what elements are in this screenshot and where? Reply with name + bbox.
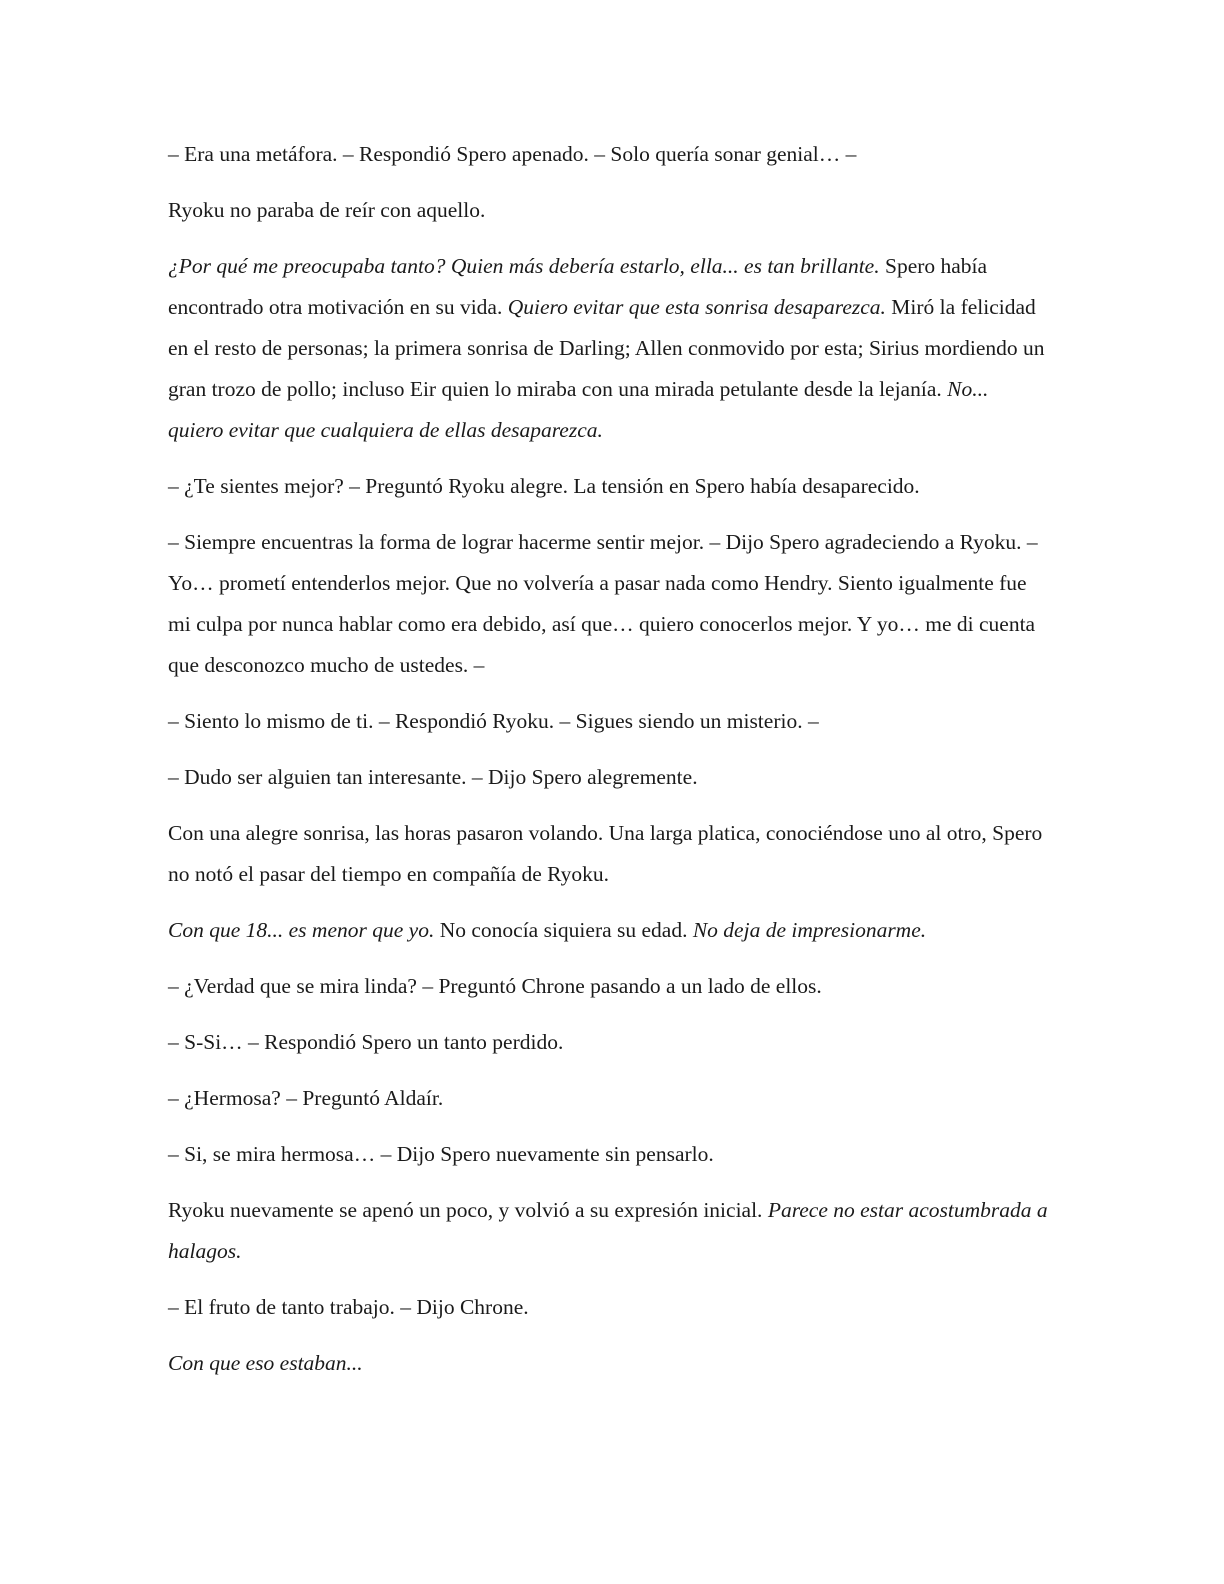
paragraph [168,1134,1048,1175]
text-run: – Dudo ser alguien tan interesante. – Dijo Spero alegremente. [168,765,698,789]
text-run: – Si, se mira hermosa… – Dijo Spero nuevamente sin pensarlo. [168,1142,714,1166]
text-run: Miró la felicidad en el resto de personas; la primera sonrisa de Darling; Allen conmovido por esta; Sirius mordiendo un gran trozo de pollo; incluso Eir quien lo miraba con una mirada petulante desde la lejanía. [168,295,1045,401]
paragraph [168,701,1048,742]
text-run: Spero había encontrado otra motivación en su vida. [168,254,988,319]
paragraph [168,1287,1048,1328]
paragraph [168,757,1048,798]
italic-text: Con que eso estaban... [168,1351,363,1375]
text-run: – ¿Te sientes mejor? – Preguntó Ryoku alegre. La tensión en Spero había desaparecido. [168,474,920,498]
italic-text: ¿Por qué me preocupaba tanto? Quien más debería estarlo, ella... es tan brillante. [168,254,880,278]
paragraph [168,1078,1048,1119]
paragraph [168,1343,1048,1384]
text-run: Ryoku no paraba de reír con aquello. [168,198,486,222]
italic-text: Quiero evitar que esta sonrisa desaparezca. [507,295,886,319]
text-run: Ryoku nuevamente se apenó un poco, y volvió a su expresión inicial. [168,1198,768,1222]
paragraph [168,190,1048,231]
paragraph [168,1022,1048,1063]
text-run: – El fruto de tanto trabajo. – Dijo Chrone. [168,1295,529,1319]
italic-text: No deja de impresionarme. [692,918,927,942]
document-page [168,134,1048,1399]
italic-text: No... quiero evitar que cualquiera de ellas desaparezca. [168,377,989,442]
text-run: – ¿Hermosa? – Preguntó Aldaír. [168,1086,444,1110]
paragraph [168,813,1048,895]
paragraph [168,1190,1048,1272]
paragraph [168,966,1048,1007]
italic-text: Parece no estar acostumbrada a halagos. [168,1198,1048,1263]
text-run: – Siento lo mismo de ti. – Respondió Ryoku. – Sigues siendo un misterio. – [168,709,819,733]
text-run: – Siempre encuentras la forma de lograr hacerme sentir mejor. – Dijo Spero agradeciendo a Ryoku. – Yo… prometí entenderlos mejor. Que no volvería a pasar nada como Hendry. Siento igualmente fue mi culpa por nunca hablar como era debido, así que… quiero conocerlos mejor. Y yo… me di cuenta que desconozco mucho de ustedes. – [168,530,1038,677]
text-run: – S-Si… – Respondió Spero un tanto perdido. [168,1030,564,1054]
paragraph [168,910,1048,951]
paragraph [168,246,1048,451]
paragraph [168,522,1048,686]
text-run: Con una alegre sonrisa, las horas pasaron volando. Una larga platica, conociéndose uno al otro, Spero no notó el pasar del tiempo en compañía de Ryoku. [168,821,1043,886]
paragraph [168,466,1048,507]
text-run: – Era una metáfora. – Respondió Spero apenado. – Solo quería sonar genial… – [168,142,857,166]
paragraph [168,134,1048,175]
text-run: No conocía siquiera su edad. [434,918,693,942]
italic-text: Con que 18... es menor que yo. [168,918,435,942]
text-run: – ¿Verdad que se mira linda? – Preguntó Chrone pasando a un lado de ellos. [168,974,822,998]
